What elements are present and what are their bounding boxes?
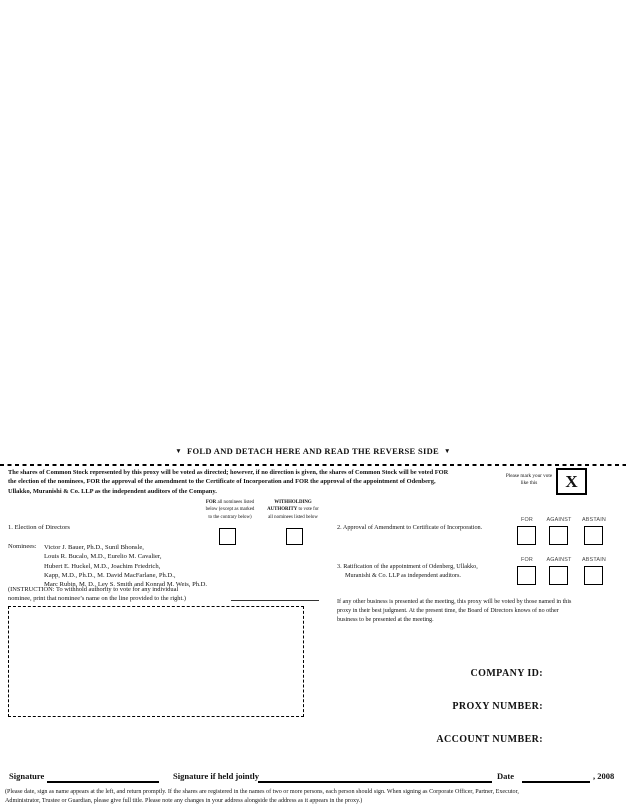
- address-box: [8, 606, 304, 717]
- fold-arrow-icon: ▼: [444, 448, 451, 455]
- proposal-3-abstain-checkbox[interactable]: [584, 566, 603, 585]
- for-all-nominees-checkbox[interactable]: [219, 528, 236, 545]
- proxy-number-label: PROXY NUMBER:: [452, 701, 543, 712]
- withholding-authority-header: WITHHOLDING AUTHORITY to vote for all nominees listed below: [267, 500, 319, 520]
- proposal-2-abstain-checkbox[interactable]: [584, 526, 603, 545]
- date-line[interactable]: [522, 781, 590, 783]
- proposal-2-against-label: AGAINST: [546, 517, 572, 523]
- joint-signature-line[interactable]: [258, 781, 492, 783]
- fold-banner: [0, 446, 626, 456]
- proposal-3-for-checkbox[interactable]: [517, 566, 536, 585]
- proposal-2-for-label: FOR: [521, 517, 533, 523]
- account-number-label: ACCOUNT NUMBER:: [436, 734, 543, 745]
- proposal-3-against-label: AGAINST: [546, 557, 572, 563]
- signature-line[interactable]: [47, 781, 159, 783]
- joint-signature-label: Signature if held jointly: [173, 771, 260, 781]
- proposal-3-for-label: FOR: [521, 557, 533, 563]
- withhold-all-checkbox[interactable]: [286, 528, 303, 545]
- company-id-label: COMPANY ID:: [470, 668, 543, 679]
- proposal-3-against-checkbox[interactable]: [549, 566, 568, 585]
- proposal-3-abstain-label: ABSTAIN: [581, 557, 607, 563]
- year-label: , 2008: [593, 771, 615, 781]
- x-mark-icon: X: [565, 471, 578, 491]
- nominees-label: Nominees:: [8, 543, 37, 550]
- other-business-note: If any other business is presented at the meeting, this proxy will be voted by those named in this proxy in their best judgment. At the present time, the Board of Directors knows of no other business to be presented at the meeting.: [337, 599, 572, 624]
- fold-arrow-icon: ▼: [175, 448, 182, 455]
- detach-dashed-separator: [0, 464, 626, 466]
- fold-banner-text: FOLD AND DETACH HERE AND READ THE REVERSE SIDE: [186, 446, 439, 456]
- for-all-nominees-header: FOR all nominees listed below (except as marked to the contrary below): [205, 500, 255, 520]
- nominee-writein-line[interactable]: [231, 600, 319, 601]
- sample-vote-box: [556, 468, 587, 495]
- proposal-2-for-checkbox[interactable]: [517, 526, 536, 545]
- mark-instruction: Please mark your vote like this: [505, 473, 553, 486]
- date-label: Date: [497, 771, 514, 781]
- proposal-1-title: 1. Election of Directors: [8, 524, 70, 531]
- fine-print: (Please date, sign as name appears at the left, and return promptly. If the shares are registered in the names of two or more persons, each person should sign. When signing as Corporate Officer, Partner, Executor, Administrator, Trustee or Guardian, please give full title. Please note any changes in your address alongside the address as it appears in the proxy.): [5, 789, 519, 804]
- proposal-2-title: 2. Approval of Amendment to Certificate of Incorporation.: [337, 524, 483, 531]
- intro-paragraph: The shares of Common Stock represented by this proxy will be voted as directed; however, if no direction is given, the shares of Common Stock will be voted FOR the election of the nominees, FOR the approval of the amendment to the Certificate of Incorporation and FOR the approval of the appointment of Odenberg, Ullakko, Muranishi & Co. LLP as the independent auditors of the Company.: [8, 469, 449, 495]
- withhold-instruction-note: (INSTRUCTION: To withhold authority to vote for any individual nominee, print that nominee’s name on the line provided to the right.): [8, 586, 187, 603]
- proposal-2-abstain-label: ABSTAIN: [581, 517, 607, 523]
- proposal-2-against-checkbox[interactable]: [549, 526, 568, 545]
- proposal-3-title: 3. Ratification of the appointment of Odenberg, Ullakko, Muranishi & Co. LLP as independent auditors.: [337, 563, 478, 580]
- nominees-list: Victor J. Bauer, Ph.D., Sunil Bhonsle, Louis R. Bucalo, M.D., Eurelio M. Cavalier, Hubert E. Huckel, M.D., Joachim Friedrich, Kapp, M.D., Ph.D., M. David MacFarlane, Ph.D., Marc Rubin, M. D., Ley S. Smith and Konrad M. Weis, Ph.D.: [44, 544, 208, 589]
- signature-label: Signature: [9, 771, 45, 781]
